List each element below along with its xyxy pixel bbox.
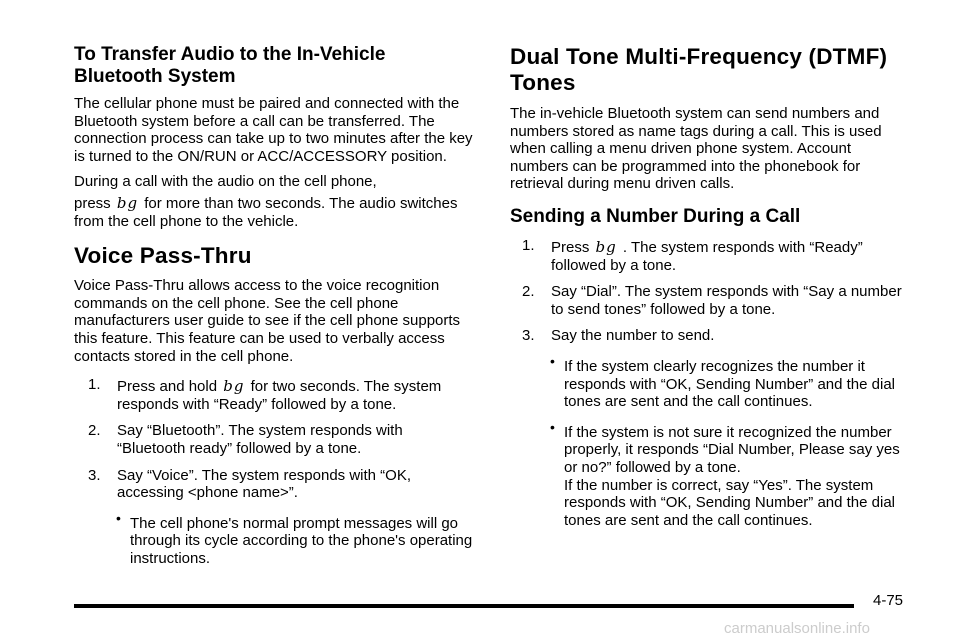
heading-transfer-audio: To Transfer Audio to the In-Vehicle Bluetooth System <box>74 44 386 87</box>
step-number: 3. <box>88 466 101 484</box>
left-column <box>74 44 474 567</box>
bullet-text: If the system is not sure it recognized the number properly, it responds “Dial Number, Please say yes or no?” followed by a tone. <box>564 423 900 476</box>
paragraph-dtmf: The in-vehicle Bluetooth system can send numbers and numbers stored as name tags during a call. This is used when calling a menu driven phone system. Account numbers can be programmed into the phonebook for retrieval during menu driven calls. <box>510 105 882 193</box>
push-to-talk-icon: bg <box>116 193 139 212</box>
step-text-rest: for two seconds. The system responds with “Ready” followed by a tone. <box>117 378 442 413</box>
paragraph-pairing: The cellular phone must be paired and connected with the Bluetooth system before a call can be transferred. The connection process can take up to two minutes after the key is turned to the ON/RUN or ACC/ACCESSORY position. <box>74 95 473 165</box>
list-item <box>522 283 910 318</box>
paragraph-during-call <box>74 173 474 230</box>
step-text: Say “Bluetooth”. The system responds with “Bluetooth ready” followed by a tone. <box>117 422 403 457</box>
paragraph-during-call-text: During a call with the audio on the cell phone, <box>74 173 377 191</box>
step-number: 3. <box>522 327 535 345</box>
bullet-text: If the system clearly recognizes the number it responds with “OK, Sending Number” and the dial tones are sent and the call continues. <box>564 357 896 411</box>
watermark: carmanualsonline.info <box>724 620 870 637</box>
bullet-item <box>510 352 910 411</box>
bullet-item <box>74 509 474 568</box>
step-text: Press and hold <box>117 378 218 396</box>
right-column <box>510 44 910 529</box>
step-text-rest: . The system responds with “Ready” followed by a tone. <box>551 238 863 274</box>
step-number: 1. <box>522 236 535 254</box>
step-text: Press <box>551 238 590 256</box>
bullet-text-continued: If the number is correct, say “Yes”. The system responds with “OK, Sending Number” and the dial tones are sent and the call continues. <box>564 476 896 529</box>
paragraph-voice-pass-thru: Voice Pass-Thru allows access to the voice recognition commands on the cell phone. See the cell phone manufacturers user guide to see if the cell phone supports this feature. This feature can be used to verbally access contacts stored in the cell phone. <box>74 277 461 365</box>
footer-rule <box>74 604 854 608</box>
list-item <box>522 237 910 274</box>
paragraph-during-call-rest: for more than two seconds. The audio switches from the cell phone to the vehicle. <box>74 194 458 230</box>
step-number: 2. <box>522 283 535 301</box>
list-item <box>88 467 474 502</box>
step-text: Say “Dial”. The system responds with “Say a number to send tones” followed by a tone. <box>551 283 902 318</box>
push-to-talk-icon: bg <box>595 237 617 256</box>
step-text: Say “Voice”. The system responds with “OK, accessing <phone name>”. <box>117 466 412 502</box>
list-item <box>88 422 474 457</box>
heading-voice-pass-thru: Voice Pass-Thru <box>74 243 252 269</box>
bullet-item <box>510 418 910 530</box>
heading-sending-number: Sending a Number During a Call <box>510 205 801 227</box>
push-to-talk-icon: bg <box>223 377 245 396</box>
step-number: 2. <box>88 422 101 440</box>
bullet-text: The cell phone's normal prompt messages will go through its cycle according to the phone's operating instructions. <box>130 514 473 567</box>
list-item <box>88 376 474 413</box>
bullet-icon: • <box>116 509 121 526</box>
press-word: press <box>74 194 111 212</box>
heading-dtmf: Dual Tone Multi-Frequency (DTMF) Tones <box>510 44 888 95</box>
step-text: Say the number to send. <box>551 327 715 345</box>
bullet-icon: • <box>550 352 555 369</box>
page-number: 4-75 <box>873 592 904 609</box>
bullet-icon: • <box>550 418 555 435</box>
step-number: 1. <box>88 376 101 394</box>
list-item <box>522 327 910 345</box>
